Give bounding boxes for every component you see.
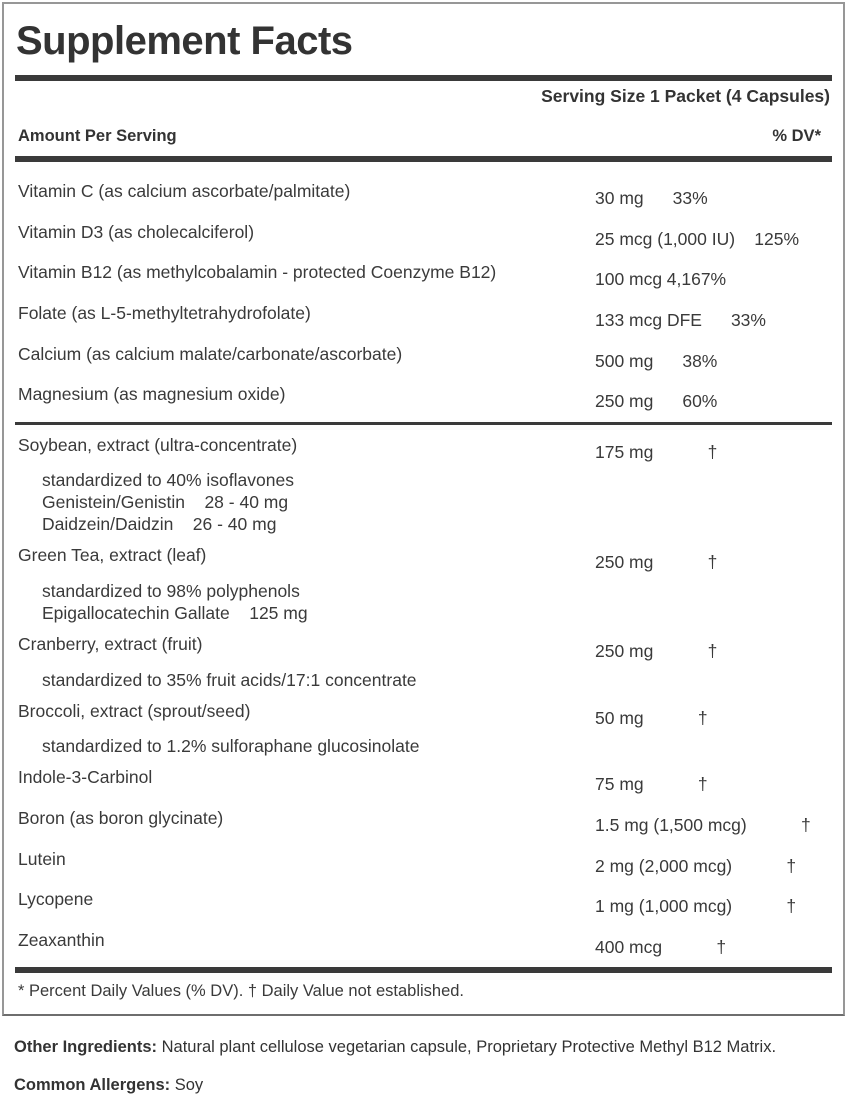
ingredient-amount: 30 mg: [595, 188, 644, 208]
ingredient-row: [4, 843, 843, 884]
sub-ingredient-line: Epigallocatechin Gallate 125 mg: [42, 603, 308, 624]
ingredient-amount: 1.5 mg (1,500 mcg): [595, 815, 747, 836]
ingredient-name: Soybean, extract (ultra-concentrate): [18, 434, 298, 455]
ingredient-amount: 50 mg: [595, 707, 644, 728]
ingredient-amount: 25 mcg (1,000 IU): [595, 228, 736, 249]
columns-header: [4, 114, 843, 156]
ingredient-amount: 400 mcg: [595, 936, 663, 957]
ingredient-name: Magnesium (as magnesium oxide): [18, 384, 286, 405]
ingredient-row: [4, 338, 843, 379]
ingredient-row: [4, 924, 843, 965]
other-ingredients-label: Other Ingredients:: [14, 1037, 158, 1056]
ingredient-dv: 33%: [672, 188, 708, 208]
amount-per-serving-header: Amount Per Serving: [18, 127, 177, 145]
ingredient-amount: 100 mcg: [595, 269, 663, 290]
sub-ingredient-line: standardized to 40% isoflavones: [42, 470, 294, 491]
other-ingredients-text: Natural plant cellulose vegetarian capsule, Proprietary Protective Methyl B12 Matrix.: [157, 1037, 777, 1056]
sub-ingredient-line: Daidzein/Daidzin 26 - 40 mg: [42, 514, 277, 535]
ingredient-amount: 500 mg: [595, 350, 654, 371]
ingredient-row: [4, 175, 843, 216]
ingredient-amount: 175 mg: [595, 441, 654, 462]
ingredient-name: Broccoli, extract (sprout/seed): [18, 700, 251, 721]
ingredient-dv: 125%: [754, 228, 800, 249]
ingredient-name: Zeaxanthin: [18, 929, 105, 950]
ingredient-dv: †: [786, 896, 797, 917]
ingredient-name: Green Tea, extract (leaf): [18, 545, 207, 566]
ingredient-name: Boron (as boron glycinate): [18, 808, 224, 829]
ingredient-dv: †: [707, 641, 718, 662]
ingredient-row: [4, 695, 843, 736]
ingredient-name: Lycopene: [18, 889, 94, 910]
ingredient-amount: 250 mg: [595, 391, 654, 412]
ingredient-name: Vitamin D3 (as cholecalciferol): [18, 221, 255, 242]
ingredient-amount: 250 mg: [595, 552, 654, 573]
ingredient-row: [4, 628, 843, 669]
serving-size: Serving Size 1 Packet (4 Capsules): [541, 86, 830, 106]
ingredient-dv: †: [707, 441, 718, 462]
ingredient-name: Calcium (as calcium malate/carbonate/ascorbate): [18, 343, 403, 364]
common-allergens-label: Common Allergens:: [14, 1075, 171, 1094]
ingredient-name: Folate (as L-5-methyltetrahydrofolate): [18, 302, 311, 323]
ingredient-dv: †: [697, 707, 708, 728]
sub-ingredient-line: standardized to 98% polyphenols: [42, 581, 300, 602]
footnote: * Percent Daily Values (% DV). † Daily Value not established.: [18, 981, 465, 1000]
ingredient-amount: 2 mg (2,000 mcg): [595, 855, 733, 876]
section-divider: [15, 422, 832, 425]
ingredient-row: [4, 802, 843, 843]
sub-ingredient-group: [4, 669, 843, 695]
label-title: Supplement Facts: [16, 19, 353, 63]
label-footer: [0, 1016, 847, 1102]
ingredient-dv: 60%: [682, 391, 718, 412]
sub-ingredient-group: [4, 580, 843, 628]
common-allergens-text: Soy: [170, 1075, 204, 1094]
ingredient-dv: †: [697, 774, 708, 795]
other-ingredients: [14, 1030, 825, 1064]
ingredient-dv: †: [801, 815, 811, 836]
ingredient-amount: 1 mg (1,000 mcg): [595, 896, 733, 917]
ingredient-row: [4, 256, 843, 297]
ingredient-row: [4, 539, 843, 580]
sub-ingredient-group: [4, 469, 843, 539]
ingredient-dv: †: [716, 936, 727, 957]
ingredient-name: Vitamin B12 (as methylcobalamin - protected Coenzyme B12): [18, 262, 497, 283]
ingredient-row: [4, 378, 843, 419]
ingredient-amount: 75 mg: [595, 774, 644, 795]
ingredient-amount: 133 mcg DFE: [595, 309, 702, 330]
ingredient-row: [4, 761, 843, 802]
common-allergens: [14, 1068, 825, 1102]
ingredient-name: Cranberry, extract (fruit): [18, 634, 203, 655]
ingredient-dv: 33%: [730, 309, 766, 330]
ingredient-row: [4, 429, 843, 470]
ingredient-row: [4, 883, 843, 924]
sub-ingredient-line: Genistein/Genistin 28 - 40 mg: [42, 492, 289, 513]
ingredient-dv: †: [707, 552, 718, 573]
ingredient-dv: †: [786, 855, 797, 876]
ingredient-rows: [4, 162, 843, 965]
percent-dv-header: % DV*: [772, 127, 821, 145]
sub-ingredient-line: standardized to 35% fruit acids/17:1 concentrate: [42, 669, 417, 690]
sub-ingredient-group: [4, 735, 843, 761]
ingredient-row: [4, 216, 843, 257]
ingredient-name: Lutein: [18, 848, 66, 869]
ingredient-amount: 250 mg: [595, 641, 654, 662]
supplement-facts-label: [2, 2, 845, 1016]
sub-ingredient-line: standardized to 1.2% sulforaphane glucosinolate: [42, 736, 420, 757]
ingredient-name: Indole-3-Carbinol: [18, 767, 153, 788]
ingredient-dv: 38%: [682, 350, 718, 371]
ingredient-name: Vitamin C (as calcium ascorbate/palmitate): [18, 181, 351, 201]
ingredient-dv: 4,167%: [666, 269, 727, 290]
ingredient-row: [4, 297, 843, 338]
